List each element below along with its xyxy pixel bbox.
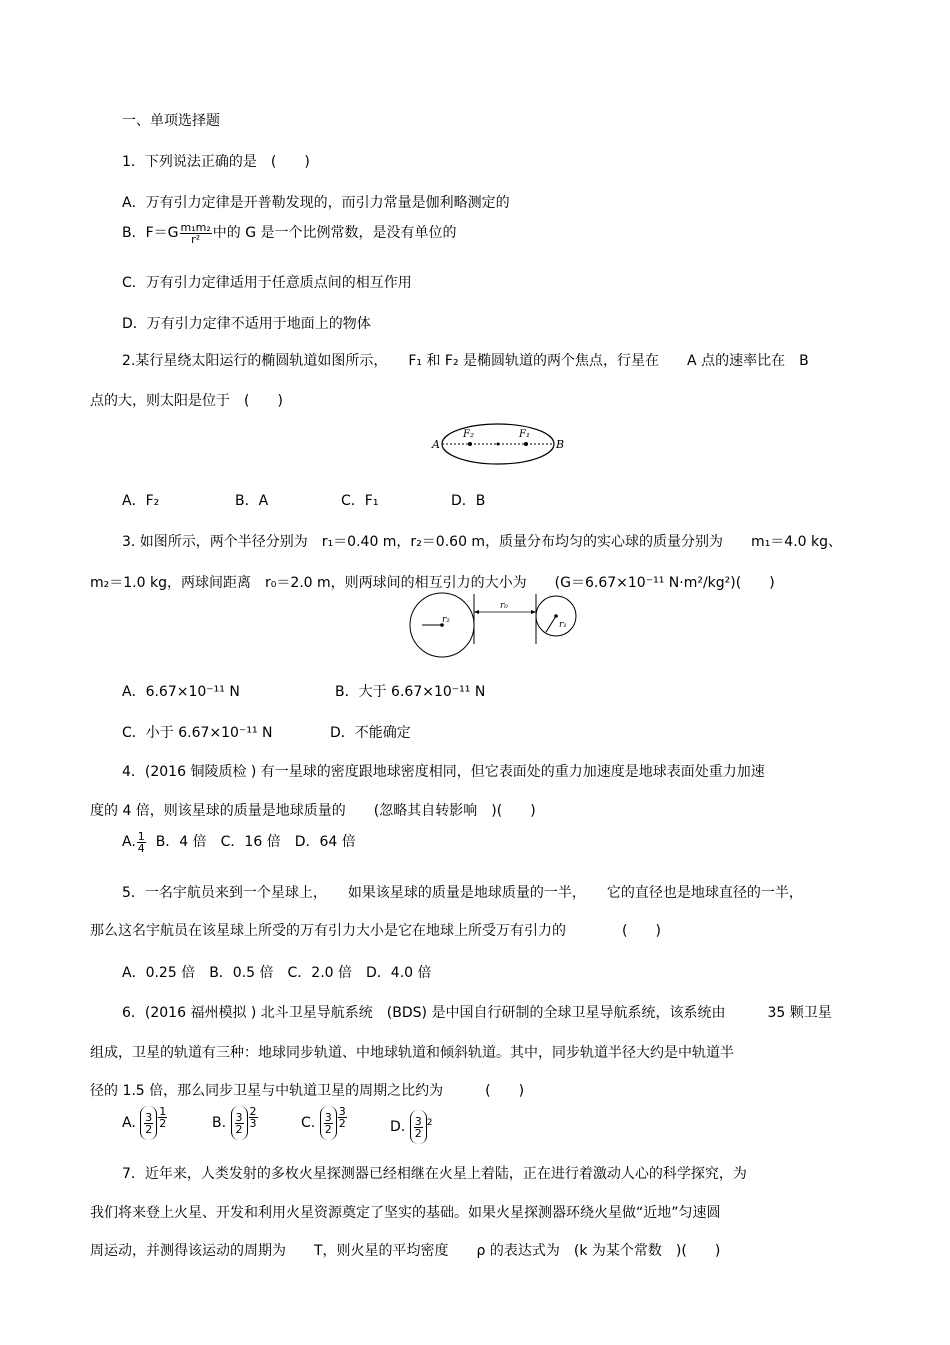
q1-b-numerator: m₁m₂	[180, 220, 211, 234]
q4-option-a-fraction	[137, 831, 146, 854]
section-title: 一、单项选择题	[122, 113, 220, 129]
q2-option-d: D．B	[451, 493, 486, 509]
q6-stem-line2: 组成，卫星的轨道有三种：地球同步轨道、中地球轨道和倾斜轨道。其中，同步轨道半径大约是中轨道半	[90, 1045, 734, 1061]
q6-option-a-label: A.	[122, 1115, 136, 1131]
q6-option-b-paren	[231, 1106, 248, 1140]
center-dot	[497, 443, 500, 446]
q7-stem-line3: 周运动，并测得该运动的周期为 T，则火星的平均密度 ρ 的表达式为 (k 为某个常数 )( )	[90, 1243, 721, 1259]
q4-options	[122, 828, 356, 856]
q6-a-base-den: 2	[145, 1122, 153, 1136]
label-a: A	[432, 438, 440, 451]
q6-d-base-den: 2	[414, 1126, 422, 1140]
q2-option-b: B．A	[235, 493, 269, 509]
r2-label: r₂	[442, 615, 450, 625]
q2-option-c: C．F₁	[341, 493, 379, 509]
q6-b-exp-den: 3	[249, 1117, 257, 1130]
q6-a-exp-num: 1	[159, 1105, 167, 1118]
q6-d-base-num: 3	[414, 1114, 422, 1128]
q7-stem-line1: 7．近年来，人类发射的多枚火星探测器已经相继在火星上着陆，正在进行着激动人心的科学探究，为	[122, 1166, 747, 1182]
focus-f1-dot	[524, 442, 528, 446]
q5-options: A．0.25 倍 B．0.5 倍 C．2.0 倍 D．4.0 倍	[122, 965, 432, 981]
r1-radius-line	[546, 616, 556, 632]
label-f2: F₂	[463, 429, 474, 440]
q6-option-a-paren	[140, 1106, 157, 1140]
q6-option-a	[122, 1106, 168, 1140]
q6-option-c	[301, 1106, 348, 1140]
q4-a-denominator: 4	[137, 841, 145, 855]
ellipse-orbit-figure	[428, 420, 568, 468]
q6-c-exp-den: 2	[338, 1117, 346, 1130]
q1-option-b-fraction	[180, 222, 212, 245]
q5-stem-line1: 5．一名宇航员来到一个星球上， 如果该星球的质量是地球质量的一半， 它的直径也是地球直径的一半，	[122, 885, 803, 901]
q4-option-a-prefix: A.	[122, 834, 136, 850]
q3-option-b: B．大于 6.67×10⁻¹¹ N	[335, 684, 486, 700]
q2-option-a: A．F₂	[122, 493, 160, 509]
q1-option-c: C．万有引力定律适用于任意质点间的相互作用	[122, 275, 412, 291]
focus-f2-dot	[468, 442, 472, 446]
q3-option-d: D．不能确定	[330, 725, 411, 741]
q1-option-b	[122, 220, 457, 246]
q6-option-b-label: B.	[212, 1115, 227, 1131]
q6-stem-line1: 6．(2016 福州模拟 ) 北斗卫星导航系统 (BDS) 是中国自行研制的全球卫星导航系统，该系统由 35 颗卫星	[122, 1005, 832, 1021]
r0-arrow-right	[531, 610, 536, 614]
q2-stem-line2: 点的大，则太阳是位于 ( )	[90, 393, 283, 409]
q3-option-a: A．6.67×10⁻¹¹ N	[122, 684, 240, 700]
q6-stem-line3: 径的 1.5 倍，那么同步卫星与中轨道卫星的周期之比约为 ( )	[90, 1083, 525, 1099]
r0-arrow-left	[474, 610, 479, 614]
r1-label: r₁	[559, 620, 567, 630]
q1-stem: 1．下列说法正确的是 ( )	[122, 154, 310, 170]
q6-d-exponent: 2	[426, 1118, 433, 1128]
q6-a-base-num: 3	[145, 1110, 153, 1124]
q4-a-numerator: 1	[137, 829, 145, 843]
q6-option-d-label: D.	[390, 1119, 406, 1135]
label-b: B	[556, 438, 565, 451]
q6-option-b	[212, 1106, 259, 1140]
q1-option-a: A．万有引力定律是开普勒发现的，而引力常量是伽利略测定的	[122, 195, 510, 211]
q6-b-base-num: 3	[235, 1110, 243, 1124]
q6-c-base-num: 3	[324, 1110, 332, 1124]
q6-c-exp-num: 3	[338, 1105, 346, 1118]
q6-option-d	[390, 1106, 432, 1144]
q4-stem-line1: 4．(2016 铜陵质检 ) 有一星球的密度跟地球密度相同，但它表面处的重力加速度是地球表面处重力加速	[122, 764, 765, 780]
two-spheres-figure	[408, 592, 588, 662]
q1-b-denominator: r²	[191, 232, 201, 246]
q1-option-b-prefix: B．F＝G	[122, 225, 179, 241]
q3-option-c: C．小于 6.67×10⁻¹¹ N	[122, 725, 273, 741]
r0-label: r₀	[500, 601, 508, 611]
q6-a-exp-den: 2	[159, 1117, 167, 1130]
q1-option-b-suffix: 中的 G 是一个比例常数，是没有单位的	[212, 225, 457, 241]
q4-stem-line2: 度的 4 倍，则该星球的质量是地球质量的 (忽略其自转影响 )( )	[90, 803, 536, 819]
q7-stem-line2: 我们将来登上火星、开发和利用火星资源奠定了坚实的基础。如果火星探测器环绕火星做“近地”匀速圆	[90, 1205, 721, 1221]
q2-stem-line1: 2.某行星绕太阳运行的椭圆轨道如图所示， F₁ 和 F₂ 是椭圆轨道的两个焦点，行星在 A 点的速率比在 B	[122, 353, 809, 369]
q6-option-c-paren	[320, 1106, 337, 1140]
q6-c-base-den: 2	[324, 1122, 332, 1136]
label-f1: F₁	[519, 429, 530, 440]
q3-stem-line1: 3. 如图所示，两个半径分别为 r₁＝0.40 m，r₂＝0.60 m，质量分布均匀的实心球的质量分别为 m₁＝4.0 kg、	[122, 534, 843, 550]
q5-stem-line2: 那么这名宇航员在该星球上所受的万有引力大小是它在地球上所受万有引力的 ( )	[90, 923, 661, 939]
q3-stem-line2: m₂＝1.0 kg，两球间距离 r₀＝2.0 m，则两球间的相互引力的大小为 (G＝6.67×10⁻¹¹ N·m²/kg²)( )	[90, 575, 775, 591]
q6-b-exp-num: 2	[249, 1105, 257, 1118]
q4-options-rest: B．4 倍 C．16 倍 D．64 倍	[155, 834, 356, 850]
q6-option-c-label: C.	[301, 1115, 316, 1131]
q6-option-d-paren	[410, 1110, 427, 1144]
q6-b-base-den: 2	[235, 1122, 243, 1136]
q1-option-d: D．万有引力定律不适用于地面上的物体	[122, 316, 371, 332]
